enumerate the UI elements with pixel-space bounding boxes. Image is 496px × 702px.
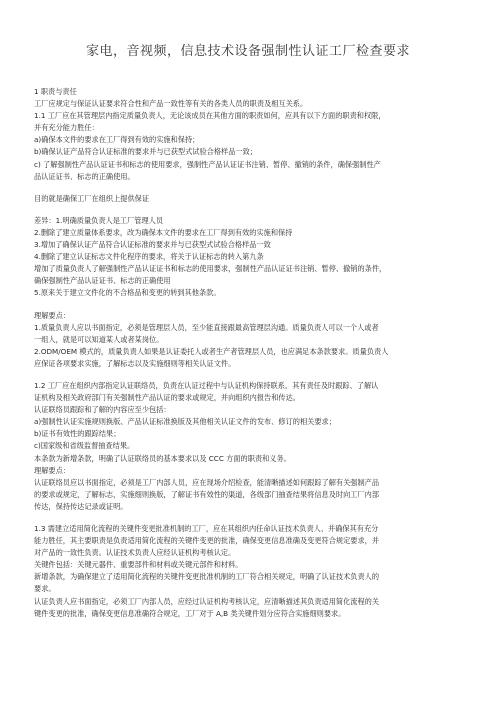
paragraph-line: 对产品的一致性负责。认证技术负责人应经认证机构考核认定。 (34, 548, 236, 558)
paragraph-line: 新增条款，为确保建立了适用简化流程的关键件变更批准机制的工厂符合相关规定，明确了认证技术负责人的 (34, 572, 380, 582)
document-title: 家电，音视频，信息技术设备强制性认证工厂检查要求 (85, 44, 410, 59)
paragraph-line: 工厂应规定与保证认证要求符合性和产品一致性等有关的各类人员的职责及相互关系。 (34, 99, 308, 109)
subheading: 理解要点： (34, 310, 70, 320)
list-item: b)证书有效性的跟踪结果； (34, 429, 121, 439)
paragraph-line: 的要求或规定，了解标志，实施细则换版，了解证书有效性的渠道，各级部门抽查结果将信息及时向工厂内部 (34, 489, 380, 499)
paragraph-line: 1.2 工厂应在组织内部指定认证联络员，负责在认证过程中与认证机构保持联系，其有责任及时跟踪、了解认 (34, 380, 379, 390)
list-item: 3.增加了确保认证产品符合认证标准的要求并与已获型式试验合格样品一致 (34, 240, 271, 250)
list-item: b)确保认证产品符合认证标准的要求并与已获型式试验合格样品一致； (34, 147, 257, 157)
paragraph-line: 认证负责人应书面指定，必须工厂内部人员，应经过认证机构考核认定，应清晰描述其负责适用简化流程的关 (34, 596, 380, 606)
paragraph-line: 一组人，就是可以知道某人或者某岗位。 (34, 334, 164, 344)
paragraph-line: 关键件包括：关键元器件、重要部件和材料或关键元部件和材料。 (34, 560, 243, 570)
list-item: c) 了解强制性产品认证证书和标志的使用要求，强制性产品认证证书注销、暂停、撤销的条件，确保强制性产 (34, 159, 381, 169)
paragraph-line: 键件变更的批准，确保变更信息准确符合规定，工厂对于 A,B 类关键件划分应符合实施细则要求。 (34, 608, 346, 618)
paragraph-line: 1.3 需建立适用简化流程的关键件变更批准机制的工厂，应在其组织内任命认证技术负责人、并确保其有充分 (34, 524, 379, 533)
paragraph-line: 1.1 工厂应在其管理层内指定质量负责人，无论该成员在其他方面的职责如何，应具有以下方面的职责和权限， (34, 111, 386, 121)
list-item: 2.删除了建立质量体系要求，改为确保本文件的要求在工厂得到有效的实施和保持 (34, 227, 293, 237)
document-body (34, 86, 470, 620)
paragraph-line: 证机构及相关政府部门有关强制性产品认证的要求或规定，并向组织内报告和传达。 (34, 393, 300, 403)
paragraph-line: 品认证证书、标志的正确使用。 (34, 171, 135, 181)
list-item: 1.质量负责人应以书面指定，必须是管理层人员，至少能直接跟最高管理层沟通。质量负责人可以一个人或者 (34, 322, 379, 332)
paragraph-line: 认证联络员应以书面指定，必须是工厂内部人员，应在现场介绍检查，能清晰描述如何跟踪了解有关强制产品 (34, 477, 380, 487)
paragraph-line: 目的就是确保工厂在组织上提供保证 (34, 193, 150, 203)
paragraph-line: 能力胜任，其主要职责是负责适用简化流程的关键件变更的批准，确保变更信息准确及变更符合规定要求，并 (34, 536, 380, 546)
list-item: 4.删除了建立认证标志文件化程序的要求，将关于认证标志的转入第九条 (34, 252, 264, 262)
subheading: 理解要点： (34, 465, 70, 475)
list-item: c)国家级和省级监督抽查结果。 (34, 441, 135, 451)
section-heading: 1 职责与责任 (34, 87, 77, 96)
paragraph-line: 并有充分能力胜任： (34, 123, 99, 133)
paragraph-line: 要求。 (34, 584, 56, 594)
paragraph-line: 应保证各项要求实施，了解标志以及实施细则等相关认证文件。 (34, 358, 236, 368)
list-item: a)强制性认证实施规则换版、产品认证标准换版及其他相关认证文件的发布、修订的相关要求； (34, 417, 336, 427)
paragraph-line: 差异：1.明确质量负责人是工厂管理人员 (34, 215, 164, 225)
paragraph-line: 本条款为新增条款，明确了认证联络员的基本要求以及 CCC 方面的职责和义务。 (34, 453, 291, 463)
list-item: 2.ODM/OEM 模式的，质量负责人如果是认证委托人或者生产者管理层人员，也应满足本条款要求。质量负责人 (34, 346, 389, 356)
paragraph-line: 确保强制性产品认证证书、标志的正确使用 (34, 276, 171, 286)
paragraph-line: 认证联络员跟踪和了解的内容应至少包括： (34, 405, 171, 415)
list-item: 5.原来关于建立文件化的不合格品和变更的转到其他条款。 (34, 288, 221, 298)
list-item: a)确保本文件的要求在工厂得到有效的实施和保持； (34, 135, 200, 145)
paragraph-line: 传达，保持传达记录或证明。 (34, 501, 128, 511)
paragraph-line: 增加了质量负责人了解强制性产品认证证书和标志的使用要求，强制性产品认证证书注销、暂停、撤销的条件， (34, 264, 387, 274)
